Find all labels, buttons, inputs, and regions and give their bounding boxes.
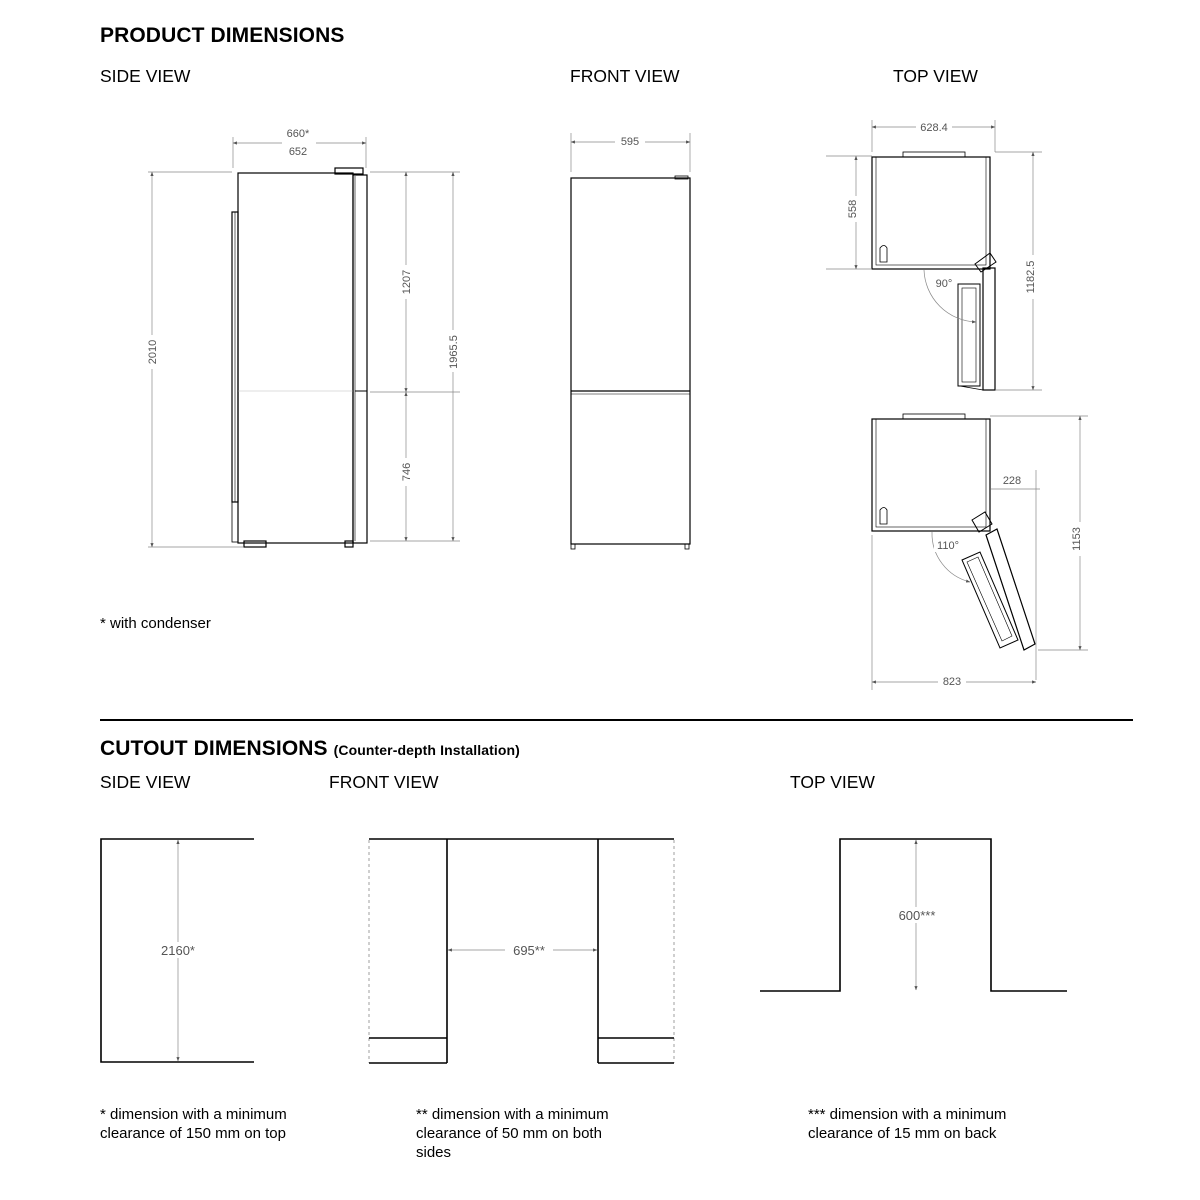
side-body-outline (238, 173, 353, 543)
product-dimensions-title: PRODUCT DIMENSIONS (100, 24, 345, 47)
side-body-height-dim: 1965.5 (448, 335, 460, 369)
side-rear-foot (244, 541, 266, 547)
top-90-dimension-lines (826, 120, 1042, 390)
top-open-depth-90-dim: 1182.5 (1025, 260, 1037, 294)
product-front-view-label: FRONT VIEW (570, 66, 680, 86)
side-dimension-lines (148, 137, 460, 547)
top-view-110 (872, 414, 1035, 650)
product-side-view-label: SIDE VIEW (100, 66, 191, 86)
side-depth-condenser-dim: 660* (286, 128, 310, 140)
top-side-clear-dim: 228 (1002, 475, 1022, 487)
top-body-90 (872, 157, 990, 269)
cutout-side-note: * dimension with a minimum clearance of 150 mm on top (100, 1106, 287, 1142)
side-depth-dim: 652 (288, 146, 308, 158)
top-width-dim: 628.4 (920, 122, 948, 134)
top-view-90 (872, 152, 996, 390)
product-side-view (232, 168, 367, 547)
top-angle-110: 110° (937, 540, 959, 552)
cutout-side-height-dim: 2160* (161, 943, 195, 958)
cutout-title-text: CUTOUT DIMENSIONS (100, 737, 328, 760)
side-upper-dim: 1207 (401, 269, 413, 295)
cutout-front-note: ** dimension with a minimum clearance of 50 mm on both sides (416, 1106, 609, 1161)
top-door-90 (983, 268, 995, 390)
front-body-outline (571, 178, 690, 544)
cutout-top-note: *** dimension with a minimum clearance of 15 mm on back (808, 1106, 1007, 1142)
cutout-top-view-label: TOP VIEW (790, 772, 875, 792)
product-front-view (571, 176, 690, 549)
top-angle-90: 90° (935, 278, 953, 290)
condenser-footnote: * with condenser (100, 615, 211, 632)
top-open-width-110-dim: 823 (942, 676, 962, 688)
cutout-side-view-label: SIDE VIEW (100, 772, 191, 792)
top-body-110 (872, 419, 990, 531)
side-height-dim: 2010 (147, 339, 159, 365)
cutout-front-width-dim: 695** (513, 943, 545, 958)
top-depth-dim: 558 (847, 199, 859, 219)
top-open-depth-110-dim: 1153 (1071, 527, 1083, 551)
cutout-top-depth-dim: 600*** (898, 908, 936, 923)
side-lower-dim: 746 (401, 462, 413, 482)
cutout-front-view-label: FRONT VIEW (329, 772, 439, 792)
cutout-subtitle: (Counter-depth Installation) (333, 742, 520, 758)
front-width-dim: 595 (620, 136, 640, 148)
side-front-foot (345, 541, 353, 547)
product-top-view-label: TOP VIEW (893, 66, 978, 86)
